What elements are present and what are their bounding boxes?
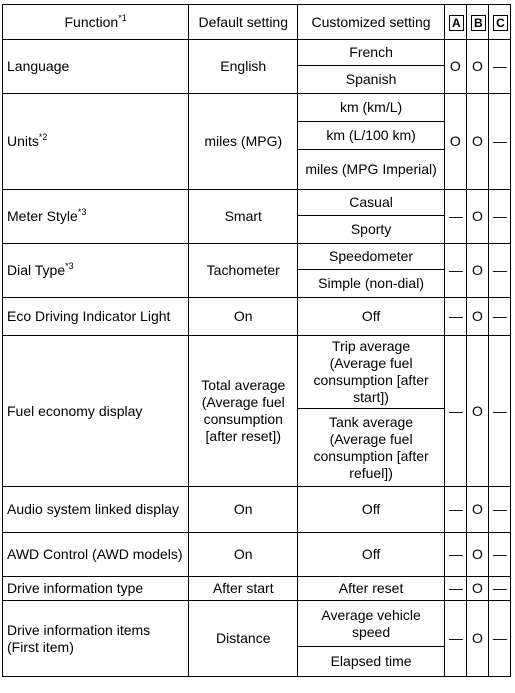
- default-cell: On: [189, 533, 298, 577]
- table-row: [3, 577, 511, 601]
- header-function: Function$^{*1}$: [3, 5, 189, 40]
- customized-cell: Average vehicle speed: [298, 601, 445, 647]
- function-cell: [3, 40, 189, 94]
- label-a-box: A: [449, 15, 464, 31]
- applicability-b-cell: O: [466, 577, 488, 601]
- header-row: [3, 5, 511, 40]
- header-default: Default setting: [189, 5, 298, 40]
- default-cell: miles (MPG): [189, 94, 298, 190]
- customized-cell: French: [298, 40, 445, 66]
- function-cell: [3, 244, 189, 298]
- customized-cell: Simple (non-dial): [298, 270, 445, 298]
- customized-cell: Off: [298, 533, 445, 577]
- header-a: [444, 5, 466, 40]
- applicability-b-cell: O: [466, 40, 488, 94]
- customized-cell: Casual: [298, 190, 445, 216]
- applicability-c-cell: —: [488, 601, 510, 677]
- function-cell: [3, 298, 189, 336]
- function-cell: [3, 533, 189, 577]
- customized-cell: Elapsed time: [298, 647, 445, 677]
- function-label: Drive information type: [7, 580, 144, 596]
- applicability-b-cell: O: [466, 94, 488, 190]
- default-cell: On: [189, 298, 298, 336]
- label-b-box: B: [471, 15, 486, 31]
- customized-cell: After reset: [298, 577, 445, 601]
- table-row: [3, 94, 511, 122]
- applicability-c-cell: —: [488, 298, 510, 336]
- table-row: [3, 298, 511, 336]
- label-c-box: C: [493, 15, 508, 31]
- customized-cell: km (L/100 km): [298, 122, 445, 150]
- customized-cell: Trip average (Average fuel consumption [after start]): [298, 336, 445, 409]
- function-note: *3: [77, 207, 87, 217]
- function-cell: [3, 487, 189, 533]
- applicability-a-cell: O: [444, 94, 466, 190]
- function-cell: [3, 94, 189, 190]
- applicability-c-cell: —: [488, 190, 510, 244]
- customized-cell: Sporty: [298, 216, 445, 244]
- customized-cell: Tank average (Average fuel consumption [after refuel]): [298, 409, 445, 487]
- default-cell: Total average (Average fuel consumption [after reset]): [189, 336, 298, 487]
- applicability-a-cell: —: [444, 190, 466, 244]
- table-row: [3, 40, 511, 66]
- default-cell: On: [189, 487, 298, 533]
- header-customized: Customized setting: [298, 5, 445, 40]
- applicability-c-cell: —: [488, 577, 510, 601]
- table-row: [3, 487, 511, 533]
- applicability-c-cell: —: [488, 533, 510, 577]
- function-cell: [3, 601, 189, 677]
- table-row: [3, 190, 511, 216]
- customized-cell: Off: [298, 298, 445, 336]
- applicability-c-cell: —: [488, 244, 510, 298]
- function-cell: [3, 577, 189, 601]
- applicability-a-cell: —: [444, 577, 466, 601]
- applicability-c-cell: —: [488, 487, 510, 533]
- table-body: [3, 40, 511, 677]
- customized-cell: Spanish: [298, 66, 445, 94]
- function-label: AWD Control (AWD models): [7, 546, 183, 562]
- customized-cell: miles (MPG Imperial): [298, 150, 445, 190]
- function-label: Language: [7, 58, 70, 74]
- function-label: Audio system linked display: [7, 501, 179, 517]
- default-cell: English: [189, 40, 298, 94]
- applicability-b-cell: O: [466, 336, 488, 487]
- default-cell: Smart: [189, 190, 298, 244]
- applicability-a-cell: —: [444, 336, 466, 487]
- table-row: [3, 533, 511, 577]
- function-label: Drive information items (First item): [7, 621, 151, 655]
- function-cell: [3, 190, 189, 244]
- applicability-b-cell: O: [466, 244, 488, 298]
- applicability-a-cell: —: [444, 298, 466, 336]
- applicability-a-cell: —: [444, 601, 466, 677]
- applicability-c-cell: —: [488, 40, 510, 94]
- function-label: Eco Driving Indicator Light: [7, 308, 171, 324]
- function-note: *3: [65, 261, 74, 271]
- applicability-c-cell: —: [488, 94, 510, 190]
- applicability-b-cell: O: [466, 601, 488, 677]
- default-cell: Distance: [189, 601, 298, 677]
- header-function-note: *1: [118, 12, 127, 23]
- function-cell: [3, 336, 189, 487]
- applicability-a-cell: —: [444, 244, 466, 298]
- customized-cell: Off: [298, 487, 445, 533]
- header-b: [466, 5, 488, 40]
- applicability-a-cell: —: [444, 487, 466, 533]
- applicability-b-cell: O: [466, 298, 488, 336]
- function-label: Units: [7, 133, 39, 149]
- function-label: Dial Type: [7, 262, 66, 278]
- customized-cell: km (km/L): [298, 94, 445, 122]
- table-row: [3, 601, 511, 647]
- table-row: [3, 244, 511, 270]
- function-label: Meter Style: [7, 208, 78, 224]
- default-cell: Tachometer: [189, 244, 298, 298]
- applicability-b-cell: O: [466, 487, 488, 533]
- function-label: Fuel economy display: [7, 402, 143, 419]
- header-c: [488, 5, 510, 40]
- applicability-a-cell: O: [444, 40, 466, 94]
- applicability-b-cell: O: [466, 190, 488, 244]
- applicability-c-cell: —: [488, 336, 510, 487]
- applicability-b-cell: O: [466, 533, 488, 577]
- default-cell: After start: [189, 577, 298, 601]
- applicability-a-cell: —: [444, 533, 466, 577]
- customized-cell: Speedometer: [298, 244, 445, 270]
- function-note: *2: [38, 132, 48, 142]
- settings-table: [2, 4, 511, 677]
- table-row: [3, 336, 511, 409]
